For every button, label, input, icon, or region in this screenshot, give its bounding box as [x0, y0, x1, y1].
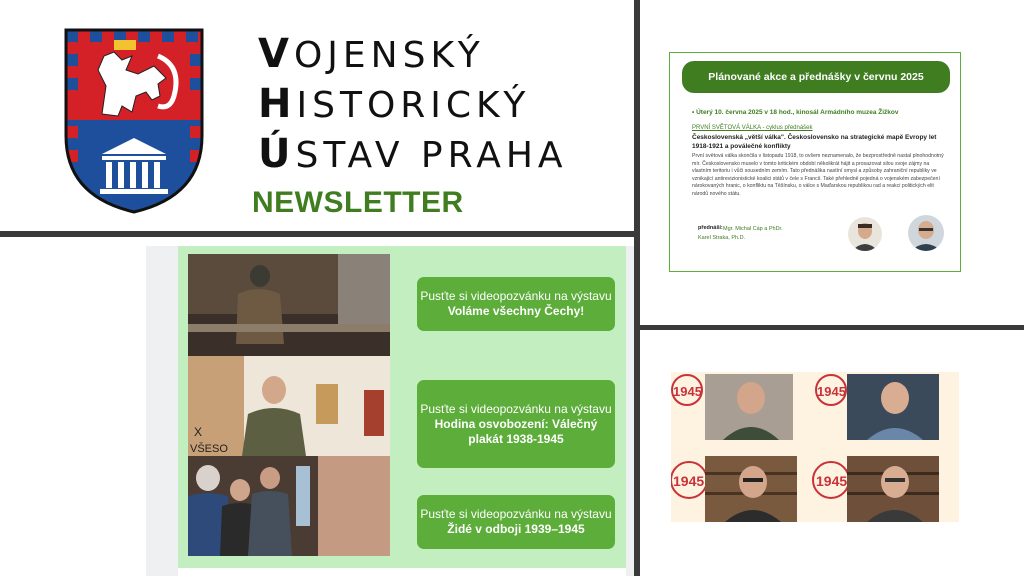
svg-text:1945: 1945: [817, 384, 846, 399]
svg-text:1945: 1945: [816, 473, 848, 489]
video-button-title: Hodina osvobození: Válečný plakát 1938-1945: [434, 416, 598, 446]
institute-title: [258, 30, 568, 180]
vertical-divider: [634, 0, 640, 576]
photo-veterans-exhibition[interactable]: [188, 456, 390, 556]
event-lecturers-label: přednáší:: [698, 225, 723, 231]
event-date: • Úterý 10. června 2025 v 18 hod., kinosál Armádního muzea Žižkov: [692, 109, 899, 116]
video-button-zide-v-odboji[interactable]: [417, 495, 615, 549]
video-button-hodina-osvobozeni[interactable]: [417, 380, 615, 468]
svg-text:1945: 1945: [673, 384, 702, 399]
svg-text:VŠESO: VŠESO: [190, 443, 228, 455]
svg-text:1945: 1945: [673, 473, 705, 489]
title-initial-u: Ú: [258, 131, 296, 177]
lecturer-avatar-2: [908, 215, 944, 251]
video-button-title: Voláme všechny Čechy!: [447, 304, 585, 318]
event-title: Československá „větší válka". Československo na strategické mapě Evropy let 1918-1921 a poválečné konflikty: [692, 134, 937, 150]
newsletter-heading: NEWSLETTER: [252, 186, 464, 219]
video-button-volame-vsechny-cechy[interactable]: [417, 277, 615, 331]
header-divider: [0, 231, 640, 237]
lecturer-avatar-1: [848, 217, 882, 251]
right-gray-strip: [626, 246, 634, 576]
events-heading: Plánované akce a přednášky v červnu 2025: [682, 61, 950, 93]
right-divider: [640, 325, 1024, 330]
video-button-prefix: Pusťte si videopozvánku na výstavu: [420, 289, 612, 303]
photo-exhibition-soldier[interactable]: [188, 254, 390, 356]
title-line-1: OJENSKÝ: [293, 35, 485, 76]
coat-of-arms-logo: [62, 26, 206, 216]
event-description: První světová válka skončila v listopadu 1918, to ovšem neznamenalo, že bezprostředně nastal plnohodnotný mír. Československo muselo v tomto kritickém období několikrát hájit a prosazovat silou svoje zájmy na vlastním teritoriu i vůči sousedním zemím. Tato přednáška nastíní smysl a způsoby zahraniční republiky ve vznikající antirevizionistické koalici států v čele s Francií. Také přehledně pojedná o vojenském zabezpečení nárokovaných hranic, o konfliktu na Těšínsku, o válce s Maďarskou republikou rad a reakci politických elit národů nového státu.: [692, 153, 944, 197]
video-button-prefix: Pusťte si videopozvánku na výstavu: [420, 507, 612, 521]
events-panel: [669, 52, 961, 272]
title-initial-v: V: [258, 31, 294, 77]
event-lecturers: Mgr. Michal Cáp a PhDr. Karel Straka, Ph.D.: [698, 226, 783, 241]
video-button-prefix: Pusťte si videopozvánku na výstavu: [420, 401, 612, 416]
title-line-2: ISTORICKÝ: [296, 85, 531, 126]
video-button-title: Židé v odboji 1939–1945: [447, 522, 585, 536]
title-line-3: STAV PRAHA: [295, 135, 568, 176]
event-series-link[interactable]: PRVNÍ SVĚTOVÁ VÁLKA - cyklus přednášek: [692, 125, 813, 131]
svg-text:X: X: [194, 425, 203, 439]
lecturers-photo-grid: [671, 372, 959, 522]
left-gray-strip: [146, 246, 178, 576]
photo-officer-posters[interactable]: [188, 356, 390, 456]
title-initial-h: H: [258, 81, 297, 127]
